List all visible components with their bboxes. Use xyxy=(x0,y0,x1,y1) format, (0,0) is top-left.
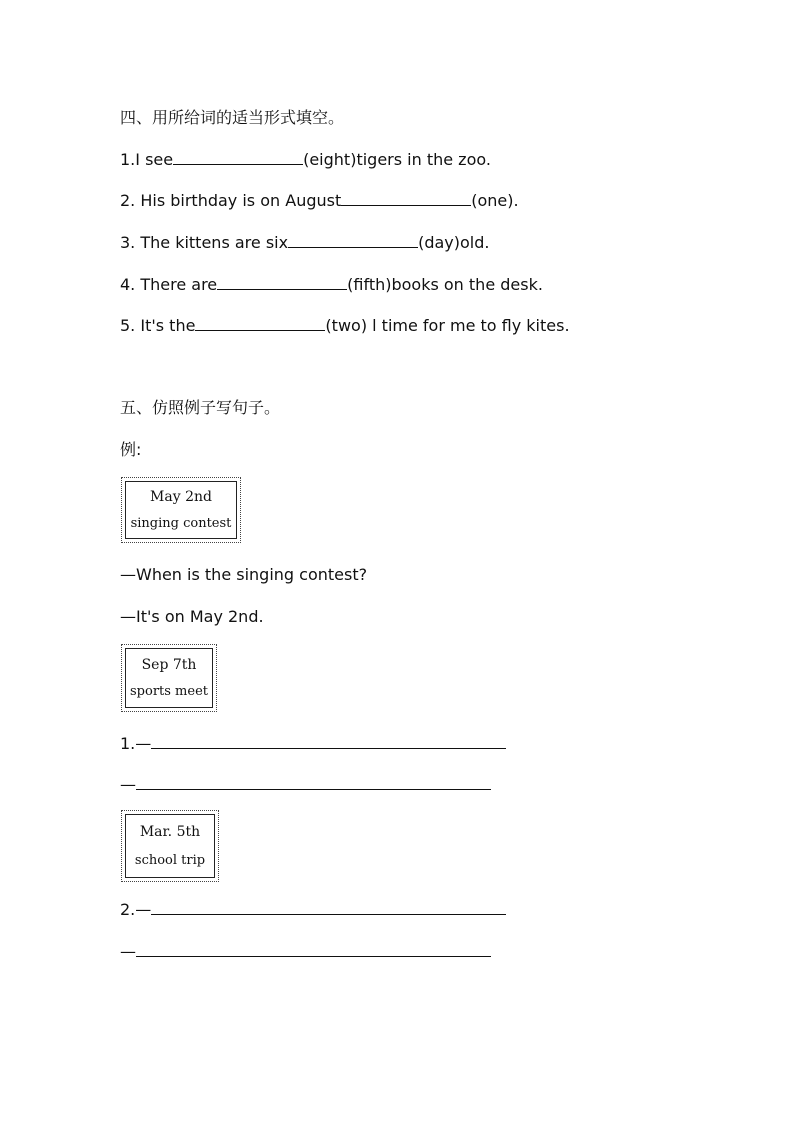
answer-1-prefix: — xyxy=(120,775,136,794)
event-card-1 xyxy=(125,648,213,708)
fill-item-5 xyxy=(120,315,570,336)
card-date: Mar. 5th xyxy=(139,824,201,840)
fill-item-1 xyxy=(120,149,491,170)
question-line-1 xyxy=(120,733,506,754)
card-date: Sep 7th xyxy=(141,657,197,673)
item-2-prefix: 2. His birthday is on August xyxy=(120,191,342,210)
event-card-2 xyxy=(125,814,215,878)
item-1-prefix: 1.I see xyxy=(120,150,174,169)
answer-blank-4[interactable] xyxy=(217,274,347,290)
answer-blank-3[interactable] xyxy=(288,232,418,248)
fill-item-2 xyxy=(120,190,519,211)
example-answer: —It's on May 2nd. xyxy=(120,607,264,626)
question-1-blank[interactable] xyxy=(151,733,506,749)
example-event-card xyxy=(125,481,237,539)
item-3-suffix: (day)old. xyxy=(418,233,490,252)
answer-1-blank[interactable] xyxy=(136,774,491,790)
item-5-prefix: 5. It's the xyxy=(120,316,196,335)
card-event: singing contest xyxy=(130,516,232,531)
item-3-prefix: 3. The kittens are six xyxy=(120,233,289,252)
fill-item-3 xyxy=(120,232,489,253)
item-2-suffix: (one). xyxy=(471,191,519,210)
answer-blank-1[interactable] xyxy=(173,149,303,165)
card-event: school trip xyxy=(134,853,206,868)
item-5-suffix: (two) l time for me to fly kites. xyxy=(325,316,570,335)
question-line-2 xyxy=(120,899,506,920)
answer-line-1 xyxy=(120,774,491,795)
question-2-blank[interactable] xyxy=(151,899,506,915)
example-question: —When is the singing contest? xyxy=(120,565,368,584)
item-1-suffix: (eight)tigers in the zoo. xyxy=(303,150,491,169)
question-2-prefix: 2.— xyxy=(120,900,152,919)
answer-2-prefix: — xyxy=(120,942,136,961)
card-event: sports meet xyxy=(130,684,208,699)
card-date: May 2nd xyxy=(150,489,212,505)
fill-item-4 xyxy=(120,274,543,295)
answer-blank-2[interactable] xyxy=(341,190,471,206)
item-4-prefix: 4. There are xyxy=(120,275,218,294)
answer-2-blank[interactable] xyxy=(136,941,491,957)
item-4-suffix: (fifth)books on the desk. xyxy=(347,275,543,294)
answer-blank-5[interactable] xyxy=(195,315,325,331)
section5-heading: 五、仿照例子写句子。 xyxy=(120,398,281,417)
question-1-prefix: 1.— xyxy=(120,734,152,753)
example-label: 例: xyxy=(120,440,142,459)
section4-heading: 四、用所给词的适当形式填空。 xyxy=(120,108,345,127)
answer-line-2 xyxy=(120,941,491,962)
